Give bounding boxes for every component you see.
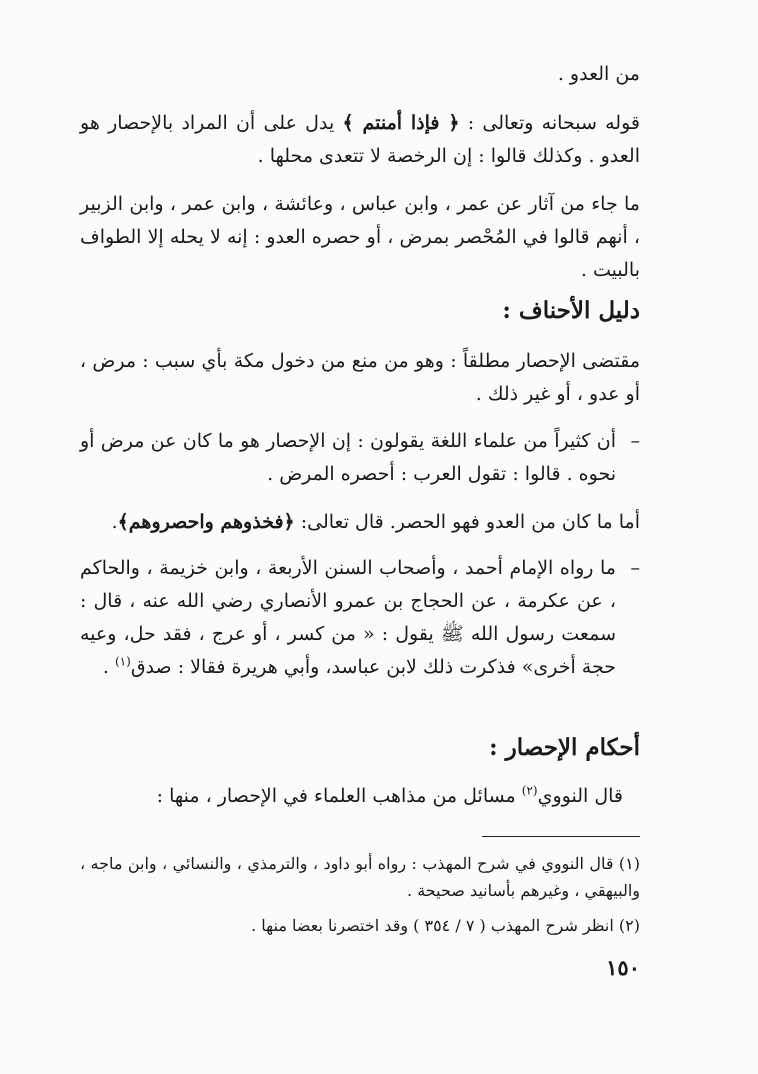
paragraph-5-end: .	[111, 511, 118, 533]
paragraph-5-text	[80, 506, 640, 539]
list-item-1-text: أن كثيراً من علماء اللغة يقولون : إن الإحصار هو ما كان عن مرض أو نحوه . قالوا : تقول العرب : أحصره المرض .	[80, 430, 616, 485]
list-item-2-text	[80, 552, 616, 684]
paragraph-continuation	[80, 58, 640, 91]
list-item-1	[80, 425, 640, 491]
section-heading-ahnaf	[80, 294, 640, 328]
paragraph-quran-evidence	[80, 107, 640, 173]
footnote-separator	[482, 836, 640, 837]
paragraph-4-text: مقتضى الإحصار مطلقاً : وهو من منع من دخول مكة بأي سبب : مرض ، أو عدو ، أو غير ذلك .	[80, 350, 640, 405]
paragraph-athar	[80, 188, 640, 287]
dash-bullet: –	[630, 430, 640, 452]
list-item-2	[80, 552, 640, 684]
page-number: ١٥٠	[606, 955, 640, 980]
paragraph-muqtada	[80, 345, 640, 411]
dash-bullet: –	[630, 557, 640, 579]
list-item-2-body: ما رواه الإمام أحمد ، وأصحاب السنن الأربعة ، وابن خزيمة ، والحاكم ، عن عكرمة ، عن الحجاج بن عمرو الأنصاري رضي الله عنه ، قال : سمعت رسول الله ﷺ يقول : « من كسر ، أو عرج ، فقد حل، وعيه حجة أخرى» فذكرت ذلك لابن عباسد، وأبي هريرة فقالا : صدق	[80, 557, 616, 678]
heading-ahkam: أحكام الإحصار :	[489, 734, 640, 761]
section-heading-ahkam	[80, 731, 640, 765]
footnote-ref-1: (١)	[114, 654, 131, 669]
paragraph-1-text: من العدو .	[557, 63, 640, 85]
paragraph-6-start: قال النووي	[537, 785, 623, 807]
paragraph-5-start: أما ما كان من العدو فهو الحصر. قال تعالى:	[294, 511, 640, 533]
paragraph-6-text	[80, 780, 623, 813]
paragraph-2-text	[80, 107, 640, 173]
paragraph-6-end: مسائل من مذاهب العلماء في الإحصار ، منها :	[156, 785, 522, 807]
paragraph-2-end: يدل على أن المراد بالإحصار هو العدو . وكذلك قالوا : إن الرخصة لا تتعدى محلها .	[80, 112, 640, 167]
paragraph-hasr	[80, 506, 640, 539]
paragraph-3-text: ما جاء من آثار عن عمر ، وابن عباس ، وعائشة ، وابن عمر ، وابن الزبير ، أنهم قالوا في المُحْصر بمرض ، أو حصره العدو : إنه لا يحله إلا الطواف بالبيت .	[80, 193, 640, 281]
paragraph-nawawi	[80, 780, 623, 813]
quran-verse-2: ﴿فخذوهم واحصروهم﴾	[117, 511, 295, 533]
footnote-1-text: (١) قال النووي في شرح المهذب : رواه أبو داود ، والترمذي ، والنسائي ، وابن ماجه ، والبيهقي ، وغيرهم بأسانيد صحيحة .	[80, 854, 640, 900]
list-item-2-end: .	[102, 656, 115, 678]
footnote-2-text: (٢) انظر شرح المهذب ( ٧ / ٣٥٤ ) وقد اختصرنا بعضا منها .	[251, 916, 640, 935]
paragraph-2-start: قوله سبحانه وتعالى :	[459, 112, 640, 134]
footnote-1	[80, 850, 640, 904]
heading-ahnaf: دليل الأحناف :	[502, 297, 640, 324]
footnote-2	[80, 912, 640, 939]
footnote-ref-2: (٢)	[521, 783, 538, 798]
quran-verse-1: ﴿ فإذا أمنتم ﴾	[342, 112, 460, 134]
